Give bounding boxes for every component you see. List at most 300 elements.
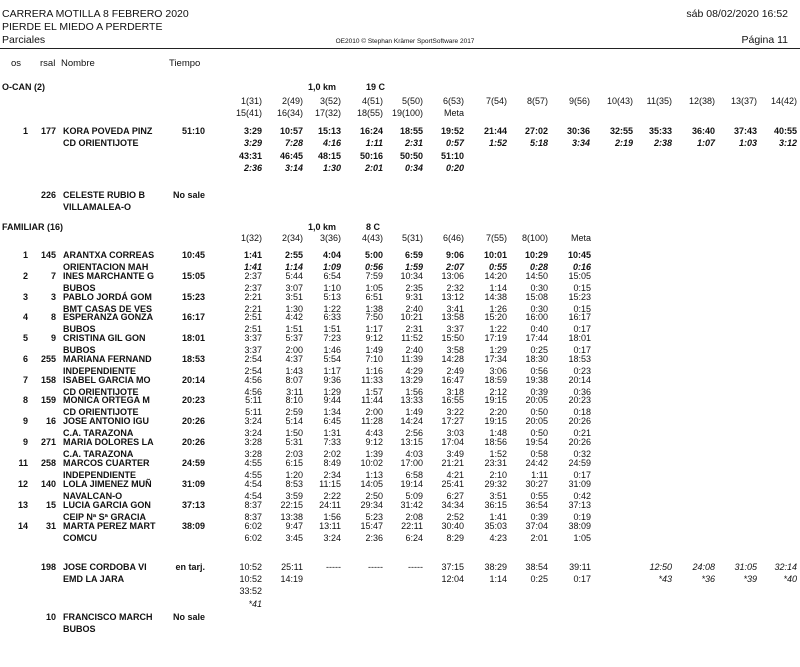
split-time: 2:34 [323,470,341,481]
control-header: 12(38) [688,96,715,106]
split-time: 16:24 [359,126,383,136]
split-time: 1:52 [488,138,507,149]
split-time: 6:24 [405,533,423,544]
control-header: 16(34) [276,108,303,118]
split-time: 1:17 [323,366,341,377]
split-time: 3:11 [286,387,303,398]
split-time: 3:41 [446,304,464,315]
split-time: 2:56 [405,428,423,439]
split-time: 0:39 [530,387,548,398]
split-time: 2:40 [405,345,423,356]
event-title: CARRERA MOTILLA 8 FEBRERO 2020 [2,8,189,20]
split-time: 13:11 [319,521,341,531]
runner-time: 15:05 [181,271,205,281]
split-time: 2:36 [243,163,262,174]
runner-bib: 271 [40,437,56,447]
split-time: 0:17 [573,574,591,585]
runner-bib: 177 [40,126,56,136]
split-time: 0:30 [530,304,548,315]
split-time: 13:38 [280,512,303,523]
split-time: 17:27 [441,416,464,426]
split-time: 2:10 [489,470,507,481]
split-time: 1:43 [285,366,303,377]
split-time: 1:17 [365,324,383,335]
split-time: 38:29 [484,562,507,572]
split-time: 35:03 [484,521,507,531]
split-time: 6:54 [323,271,341,281]
header-rule [0,48,800,49]
split-time: 4:16 [322,138,341,149]
split-time: 1:56 [405,387,423,398]
runner-bib: 15 [45,500,56,510]
split-time: 3:22 [446,407,464,418]
split-time: 8:10 [285,395,303,405]
split-time: 0:17 [573,470,591,481]
runner-position: 9 [22,437,28,447]
split-time: 2:07 [445,262,464,273]
split-time: 1:13 [365,470,383,481]
split-time: 2:35 [405,283,423,294]
split-time: 3:24 [244,416,262,426]
split-time: 0:19 [573,512,591,523]
split-time: 6:45 [323,416,341,426]
split-time: 25:11 [281,562,303,572]
split-time: 48:15 [317,150,341,161]
split-time: 3:03 [446,428,464,439]
split-time: 16:00 [525,312,548,322]
split-time: 1:41 [489,512,507,523]
split-time: 2:01 [530,533,548,544]
split-time: 1:39 [365,449,383,460]
split-time: 2:37 [244,271,262,281]
runner-position: 7 [22,375,28,385]
control-header: 5(31) [401,233,423,243]
split-time: 19:15 [484,395,507,405]
split-time: 3:34 [571,138,590,149]
control-header: 8(100) [521,233,548,243]
runner-bib: 140 [40,479,56,489]
software-credit: OE2010 © Stephan Krämer SportSoftware 2017 [335,38,475,45]
extra-control-time: *36 [701,574,715,585]
runner-club: BUBOS [63,324,96,335]
split-time: 18:56 [484,437,507,447]
split-time: 11:39 [401,354,423,364]
split-time: 1:51 [285,324,303,335]
split-time: 14:05 [360,479,383,489]
split-time: 4:29 [405,366,423,377]
runner-club: NAVALCAN-O [63,491,123,502]
control-header: 2(34) [281,233,303,243]
control-header: 3(52) [319,96,341,106]
col-pos-header: os [11,58,22,69]
split-time: 18:59 [484,375,507,385]
event-subtitle: PIERDE EL MIEDO A PERDERTE [2,21,163,33]
control-header: 17(32) [314,108,341,118]
split-time: 0:15 [573,304,591,315]
split-time: 2:12 [489,387,507,398]
split-time: 29:32 [484,479,507,489]
split-time: 1:46 [323,345,341,356]
runner-time: 15:23 [181,292,205,302]
split-time: 10:02 [360,458,383,468]
split-time: 2:49 [446,366,464,377]
split-time: 1:41 [243,250,262,260]
runner-name: ARANTXA CORREAS [63,250,155,260]
split-time: 1:50 [285,428,303,439]
split-time: 3:58 [446,345,464,356]
split-time: 19:52 [440,126,464,136]
runner-club: VILLAMALEA-O [63,202,131,213]
split-time: 3:45 [285,533,303,544]
category-title: O-CAN (2) [2,82,45,92]
split-time: 4:43 [365,428,383,439]
runner-bib: 10 [45,612,56,622]
runner-name: KORA POVEDA PINZ [63,126,153,136]
split-time: 0:36 [573,387,591,398]
split-time: 2:01 [364,163,383,174]
split-time: 1:11 [531,470,548,481]
runner-club: CD ORIENTIJOTE [63,407,139,418]
split-time: 2:52 [446,512,464,523]
split-time: 21:44 [483,126,507,136]
split-time: 8:53 [285,479,303,489]
split-time: 17:19 [484,333,507,343]
split-time: 2:20 [489,407,507,418]
split-time: 5:23 [365,512,383,523]
split-time: 50:50 [399,150,423,161]
split-time: 33:52 [239,586,262,597]
split-time: 40:55 [773,126,797,136]
control-header: 6(53) [442,96,464,106]
split-time: 19:54 [525,437,548,447]
runner-club: INDEPENDIENTE [63,470,137,481]
split-time: 7:23 [323,333,341,343]
runner-name: MARIA DOLORES LA [63,437,154,447]
split-time: 5:13 [323,292,341,302]
print-datetime: sáb 08/02/2020 16:52 [686,8,788,20]
split-time: 46:45 [279,150,303,161]
split-time: 4:23 [489,533,507,544]
split-time: 4:55 [244,470,262,481]
split-time: 27:02 [524,126,548,136]
runner-club: C.A. TARAZONA [63,428,134,439]
split-time: 11:15 [319,479,341,489]
split-time: 6:27 [446,491,464,502]
split-time: 9:47 [285,521,303,531]
runner-position: 14 [17,521,28,531]
control-header: 10(43) [606,96,633,106]
split-time: 3:29 [243,138,262,149]
runner-name: MARTA PEREZ MART [63,521,156,531]
split-time: 1:14 [489,574,507,585]
control-header: 1(31) [240,96,262,106]
split-time: 1:57 [365,387,383,398]
split-time: 2:54 [244,366,262,377]
control-header: Meta [443,108,464,118]
split-time: 10:21 [400,312,423,322]
split-time: 20:05 [525,395,548,405]
page-number: Página 11 [741,34,788,46]
split-time: 7:50 [365,312,383,322]
split-time: 36:54 [525,500,548,510]
runner-bib: 198 [40,562,56,572]
extra-control-time: 12:50 [649,562,672,572]
split-time: ----- [368,562,383,572]
split-time: 31:09 [568,479,591,489]
split-time: 3:24 [244,428,262,439]
runner-time: 18:01 [181,333,205,343]
split-time: 25:41 [441,479,464,489]
split-time: 0:20 [445,163,464,174]
split-time: 13:15 [400,437,423,447]
split-time: 7:33 [323,437,341,447]
runner-time: 20:14 [181,375,205,385]
control-header: 2(49) [281,96,303,106]
split-time: 8:07 [285,375,303,385]
split-time: 32:55 [609,126,633,136]
category-controls: 8 C [366,222,381,232]
split-time: 0:18 [573,407,591,418]
split-time: 5:31 [285,437,303,447]
split-time: 3:37 [446,324,464,335]
control-header: 11(35) [646,96,672,106]
split-time: 20:14 [568,375,591,385]
split-time: 0:57 [445,138,464,149]
split-time: 16:55 [441,395,464,405]
split-time: 4:56 [244,375,262,385]
runner-club: C.A. TARAZONA [63,449,134,460]
split-time: 14:38 [484,292,507,302]
split-time: 1:14 [284,262,303,273]
runner-position: 8 [22,395,28,405]
runner-position: 1 [22,250,28,260]
split-time: 18:30 [525,354,548,364]
split-time: 3:51 [285,292,303,302]
split-time: 15:50 [441,333,464,343]
runner-position: 2 [22,271,28,281]
split-time: 13:12 [441,292,464,302]
split-time: 9:31 [405,292,423,302]
split-time: 2:51 [244,324,262,335]
split-time: 0:55 [488,262,507,273]
runner-name: LUCIA GARCIA GON [63,500,151,510]
runner-name: LOLA JIMENEZ MUÑ [63,479,152,489]
split-time: 4:56 [244,387,262,398]
col-name-header: Nombre [61,58,95,69]
split-time: 2:31 [404,138,423,149]
split-time: 43:31 [238,150,262,161]
split-time: 37:15 [441,562,464,572]
extra-control-time: *40 [783,574,797,585]
split-time: 4:04 [322,250,341,260]
split-time: ----- [408,562,423,572]
split-time: 1:30 [285,304,303,315]
split-time: 18:55 [399,126,423,136]
control-header: 18(55) [356,108,383,118]
runner-bib: 8 [50,312,56,322]
runner-name: ISABEL GARCIA MO [63,375,151,385]
runner-position: 1 [22,126,28,136]
split-time: 2:00 [365,407,383,418]
split-time: 8:49 [323,458,341,468]
runner-time: 31:09 [181,479,205,489]
extra-control-time: 31:05 [734,562,757,572]
split-time: 1:59 [404,262,423,273]
runner-club: EMD LA JARA [63,574,125,585]
split-time: 38:09 [568,521,591,531]
split-time: 0:42 [573,491,591,502]
split-time: 9:36 [323,375,341,385]
runner-position: 4 [22,312,28,322]
split-time: 31:42 [400,500,423,510]
split-time: 8:29 [446,533,464,544]
split-time: 3:18 [446,387,464,398]
split-time: 34:34 [441,500,464,510]
runner-bib: 3 [50,292,56,302]
split-time: 5:44 [285,271,303,281]
split-time: 0:55 [530,491,548,502]
runner-time: 51:10 [181,126,205,136]
split-time: 0:17 [573,324,591,335]
split-time: 3:28 [244,449,262,460]
runner-time: 37:13 [181,500,205,510]
split-time: 5:14 [285,416,303,426]
runner-time: en tarj. [175,562,205,572]
split-time: 1:34 [323,407,341,418]
category-title: FAMILIAR (16) [2,222,64,232]
split-time: 6:33 [323,312,341,322]
split-time: 16:17 [568,312,591,322]
split-time: ----- [326,562,341,572]
runner-bib: 31 [45,521,56,531]
runner-bib: 9 [50,333,56,343]
runner-time: 10:45 [181,250,205,260]
control-header: 8(57) [526,96,548,106]
runner-time: No sale [172,190,205,200]
split-time: 10:52 [239,574,262,585]
split-time: 0:21 [573,428,591,439]
split-time: 0:56 [364,262,383,273]
split-time: 2:19 [614,138,633,149]
split-time: 1:52 [489,449,507,460]
control-header: 1(32) [240,233,262,243]
split-time: 1:51 [323,324,341,335]
split-time: 4:21 [446,470,464,481]
split-time: 2:51 [244,312,262,322]
runner-position: 13 [17,500,28,510]
split-time: 18:53 [568,354,591,364]
runner-club: BUBOS [63,624,96,635]
split-time: 1:07 [696,138,715,149]
control-header: 3(36) [319,233,341,243]
split-time: 6:02 [244,521,262,531]
runner-bib: 159 [40,395,56,405]
runner-bib: 145 [40,250,56,260]
runner-time: 20:26 [181,437,205,447]
split-time: 1:05 [573,533,591,544]
runner-club: CD ORIENTIJOTE [63,138,139,149]
runner-name: PABLO JORDÁ GOM [63,292,152,302]
split-time: 18:01 [568,333,591,343]
split-time: 1:48 [489,428,507,439]
split-time: 1:29 [323,387,341,398]
split-time: 0:28 [529,262,548,273]
split-time: 11:52 [401,333,423,343]
split-time: 1:20 [285,470,303,481]
runner-position: 3 [22,292,28,302]
split-time: 10:57 [279,126,303,136]
split-time: 9:12 [365,333,383,343]
col-bib-header: rsal [40,58,56,69]
split-time: 13:06 [441,271,464,281]
split-time: 4:54 [244,479,262,489]
split-time: 6:02 [244,533,262,544]
split-time: 10:52 [239,562,262,572]
split-time: 17:04 [441,437,464,447]
split-time: 37:04 [525,521,548,531]
split-time: 3:49 [446,449,464,460]
split-time: 7:28 [284,138,303,149]
split-time: 1:30 [322,163,341,174]
split-time: 15:13 [317,126,341,136]
split-time: 13:33 [400,395,423,405]
split-time: 15:23 [568,292,591,302]
split-time: 9:12 [365,437,383,447]
split-time: 1:22 [323,304,341,315]
split-time: 2:38 [653,138,672,149]
split-time: 39:11 [569,562,591,572]
runner-club: CEIP Nª Sª GRACIA [63,512,147,523]
control-header: Meta [570,233,591,243]
split-time: 24:42 [525,458,548,468]
runner-position: 6 [22,354,28,364]
split-time: 1:09 [322,262,341,273]
runner-time: 20:23 [181,395,205,405]
split-time: 19:38 [525,375,548,385]
split-time: 1:16 [365,366,383,377]
control-header: 13(37) [730,96,757,106]
runner-bib: 255 [40,354,56,364]
split-time: 11:28 [361,416,383,426]
split-time: 20:05 [525,416,548,426]
split-time: 3:06 [489,366,507,377]
split-time: 4:55 [244,458,262,468]
split-time: 2:50 [365,491,383,502]
runner-name: MARIANA FERNAND [63,354,152,364]
split-time: 14:20 [484,271,507,281]
split-time: 10:34 [400,271,423,281]
split-time: 2:54 [244,354,262,364]
split-time: 6:58 [405,470,423,481]
runner-club: BUBOS [63,283,96,294]
runner-club: ORIENTACION MAH [63,262,149,273]
split-time: 1:05 [365,283,383,294]
split-time: 0:25 [530,574,548,585]
control-header: 7(54) [485,96,507,106]
category-controls: 19 C [366,82,386,92]
runner-time: 20:26 [181,416,205,426]
split-time: 3:24 [323,533,341,544]
runner-position: 5 [22,333,28,343]
split-time: 0:34 [404,163,423,174]
split-time: 20:23 [568,395,591,405]
split-time: 1:56 [323,512,341,523]
split-time: 0:23 [573,366,591,377]
split-time: 5:11 [245,407,262,418]
split-time: 6:15 [285,458,303,468]
split-time: 2:55 [284,250,303,260]
runner-name: INES MARCHANTE G [63,271,155,281]
